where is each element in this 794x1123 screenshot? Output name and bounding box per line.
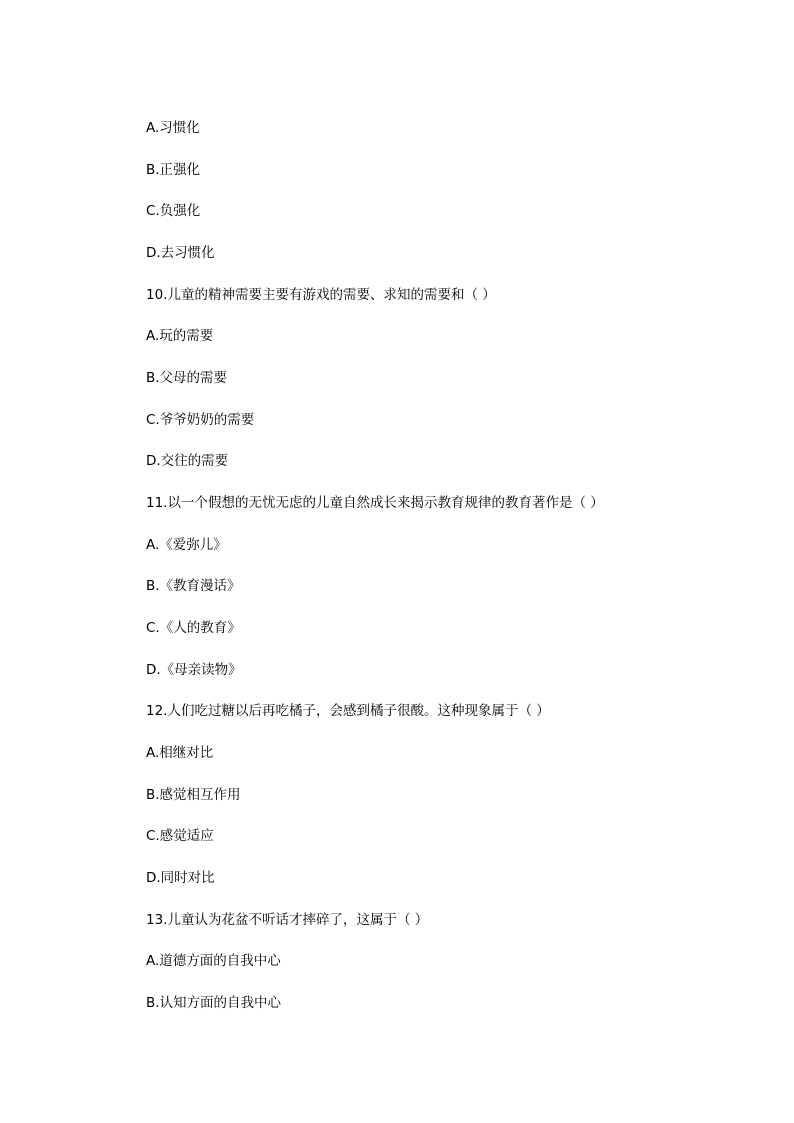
q9-option-b: B.正强化 <box>146 162 201 178</box>
q11-option-b: B.《教育漫话》 <box>146 578 241 594</box>
q12-option-c: C.感觉适应 <box>146 828 214 844</box>
q9-option-a: A.习惯化 <box>146 120 200 136</box>
q13-option-b: B.认知方面的自我中心 <box>146 995 282 1011</box>
q13-option-a: A.道德方面的自我中心 <box>146 953 281 969</box>
question-13: 13.儿童认为花盆不听话才摔碎了，这属于（ ） <box>146 912 429 928</box>
q12-option-d: D.同时对比 <box>146 870 215 886</box>
q9-option-d: D.去习惯化 <box>146 245 215 261</box>
q12-option-b: B.感觉相互作用 <box>146 787 241 803</box>
question-11: 11.以一个假想的无忧无虑的儿童自然成长来揭示教育规律的教育著作是（ ） <box>146 495 604 511</box>
q11-option-d: D.《母亲读物》 <box>146 662 242 678</box>
q9-option-c: C.负强化 <box>146 203 201 219</box>
q10-option-b: B.父母的需要 <box>146 370 228 386</box>
q10-option-a: A.玩的需要 <box>146 328 214 344</box>
q11-option-c: C.《人的教育》 <box>146 620 241 636</box>
question-12: 12.人们吃过糖以后再吃橘子，会感到橘子很酸。这种现象属于（ ） <box>146 703 550 719</box>
q10-option-c: C.爷爷奶奶的需要 <box>146 412 255 428</box>
q12-option-a: A.相继对比 <box>146 745 214 761</box>
question-10: 10.儿童的精神需要主要有游戏的需要、求知的需要和（ ） <box>146 287 496 303</box>
q11-option-a: A.《爱弥儿》 <box>146 537 227 553</box>
q10-option-d: D.交往的需要 <box>146 453 229 469</box>
